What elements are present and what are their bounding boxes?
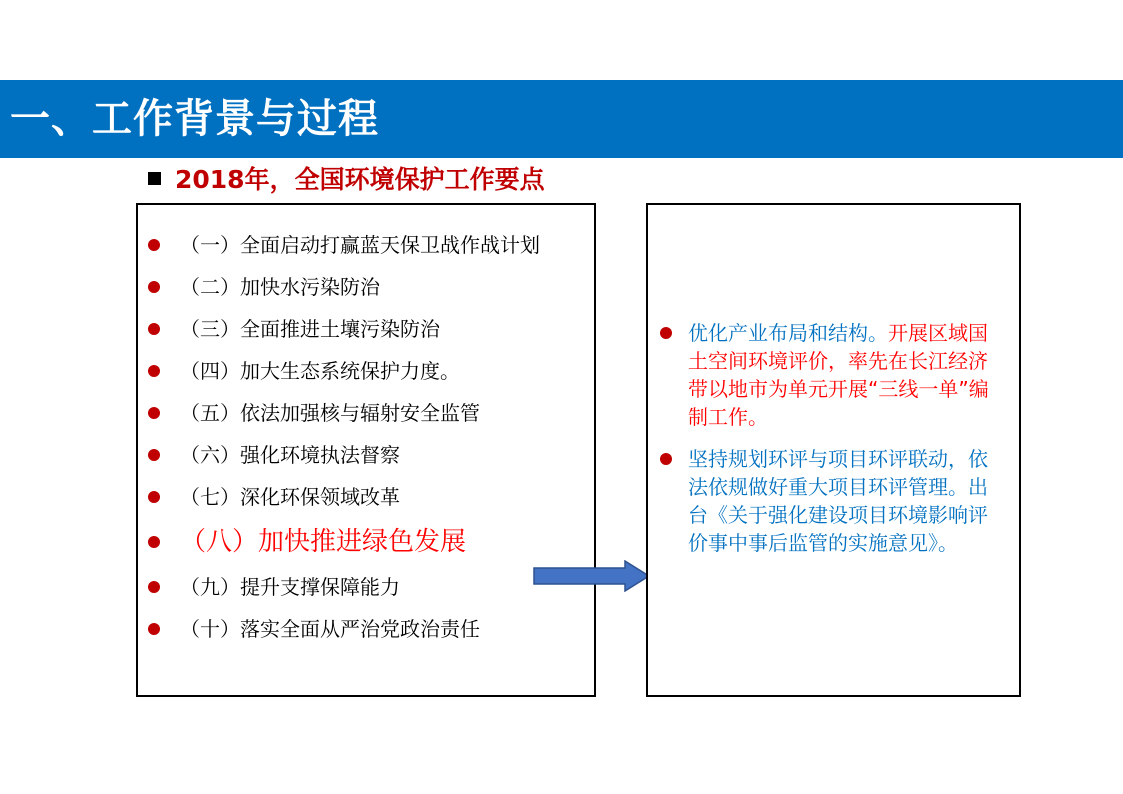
bullet-dot-icon xyxy=(148,581,160,593)
bullet-dot-icon xyxy=(148,449,160,461)
key-points-list xyxy=(148,231,588,657)
bullet-dot-icon xyxy=(148,365,160,377)
title-bar xyxy=(0,80,1123,158)
green-development-box xyxy=(646,203,1021,697)
list-item: （九）提升支撑保障能力 xyxy=(148,573,588,601)
section-subtitle xyxy=(148,162,545,198)
list-item: （二）加快水污染防治 xyxy=(148,273,588,301)
list-item: （三）全面推进土壤污染防治 xyxy=(148,315,588,343)
list-item xyxy=(656,319,1006,431)
bullet-dot-icon xyxy=(148,536,160,548)
bullet-dot-icon xyxy=(660,453,672,465)
item-text-blue: 优化产业布局和结构。 xyxy=(688,321,888,345)
green-development-list xyxy=(656,319,1006,571)
list-item: （六）强化环境执法督察 xyxy=(148,441,588,469)
item-text: 坚持规划环评与项目环评联动，依法依规做好重大项目环评管理。出台《关于强化建设项目环境影响评价事中事后监管的实施意见》。 xyxy=(688,447,988,555)
list-item: （五）依法加强核与辐射安全监管 xyxy=(148,399,588,427)
bullet-dot-icon xyxy=(148,491,160,503)
list-item: （十）落实全面从严治党政治责任 xyxy=(148,615,588,643)
list-item: （四）加大生态系统保护力度。 xyxy=(148,357,588,385)
list-item: （七）深化环保领域改革 xyxy=(148,483,588,511)
list-item-highlighted: （八）加快推进绿色发展 xyxy=(148,525,588,559)
item-text-red: 开展区域国土空间环境评价，率先在长江经济带以地市为单元开展“三线一单”编制工作。 xyxy=(688,321,989,429)
key-points-box xyxy=(136,203,596,697)
list-item: （一）全面启动打赢蓝天保卫战作战计划 xyxy=(148,231,588,259)
subtitle-text: 2018年，全国环境保护工作要点 xyxy=(175,165,545,194)
bullet-dot-icon xyxy=(148,407,160,419)
bullet-dot-icon xyxy=(660,327,672,339)
square-bullet-icon xyxy=(148,172,161,185)
bullet-dot-icon xyxy=(148,323,160,335)
bullet-dot-icon xyxy=(148,239,160,251)
page-title: 一、工作背景与过程 xyxy=(10,96,379,142)
bullet-dot-icon xyxy=(148,281,160,293)
list-item xyxy=(656,445,1006,557)
right-arrow-icon xyxy=(533,560,651,592)
bullet-dot-icon xyxy=(148,623,160,635)
